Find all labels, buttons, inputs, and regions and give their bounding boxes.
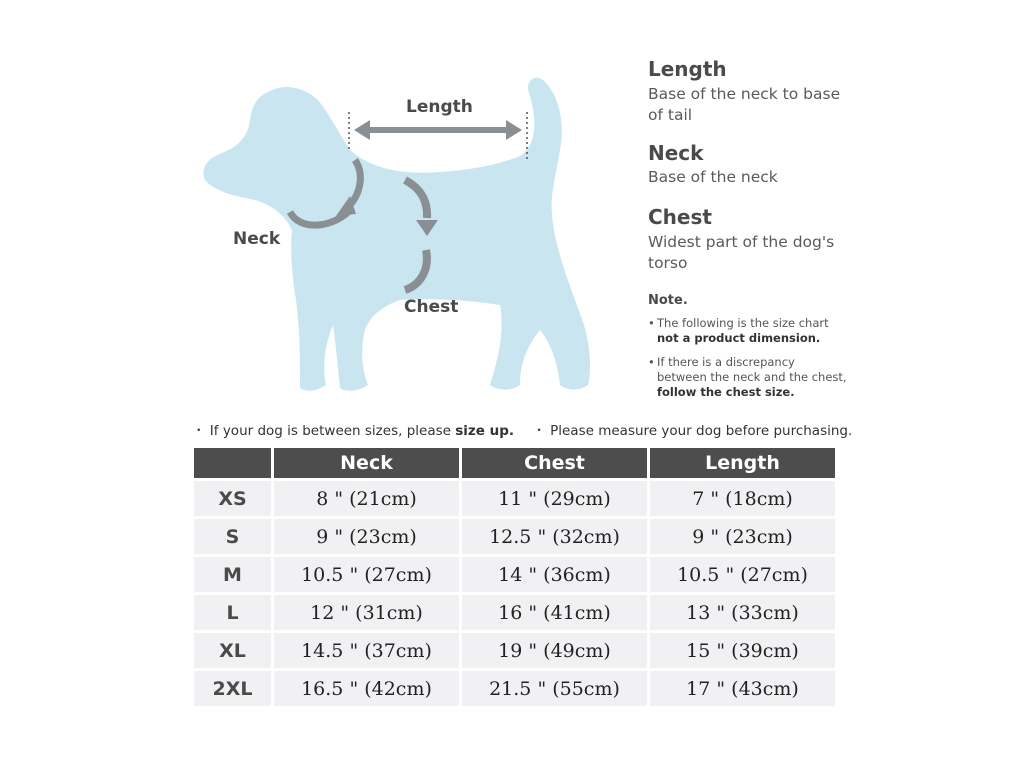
legend-neck-desc: Base of the neck bbox=[648, 168, 778, 186]
legend-length-title: Length bbox=[648, 57, 727, 81]
bullet-icon: • bbox=[648, 355, 655, 369]
size-label: 2XL bbox=[194, 671, 271, 706]
table-row bbox=[194, 481, 835, 516]
table-row bbox=[194, 671, 835, 706]
size-label: XL bbox=[194, 633, 271, 668]
figure-neck-label: Neck bbox=[233, 229, 281, 249]
neck-value: 12 " (31cm) bbox=[274, 595, 459, 630]
legend-length-desc: Base of the neck to base of tail bbox=[648, 85, 841, 124]
length-value: 7 " (18cm) bbox=[650, 481, 835, 516]
table-row bbox=[194, 557, 835, 592]
table-header-corner bbox=[194, 448, 271, 478]
table-row bbox=[194, 595, 835, 630]
bullet-icon: ・ bbox=[192, 423, 206, 439]
bullet-icon: • bbox=[648, 316, 655, 330]
tip-text: Please measure your dog before purchasing. bbox=[550, 423, 853, 439]
table-row bbox=[194, 633, 835, 668]
chest-value: 19 " (49cm) bbox=[462, 633, 647, 668]
neck-value: 8 " (21cm) bbox=[274, 481, 459, 516]
table-row bbox=[194, 519, 835, 554]
tip-item bbox=[192, 419, 514, 439]
size-label: L bbox=[194, 595, 271, 630]
chest-value: 14 " (36cm) bbox=[462, 557, 647, 592]
neck-value: 10.5 " (27cm) bbox=[274, 557, 459, 592]
note-item bbox=[648, 316, 848, 346]
note-item-text: The following is the size chart bbox=[657, 316, 829, 330]
size-chart-table bbox=[191, 445, 838, 709]
length-value: 13 " (33cm) bbox=[650, 595, 835, 630]
length-value: 17 " (43cm) bbox=[650, 671, 835, 706]
length-value: 9 " (23cm) bbox=[650, 519, 835, 554]
tip-item bbox=[532, 419, 852, 439]
neck-value: 16.5 " (42cm) bbox=[274, 671, 459, 706]
chest-value: 12.5 " (32cm) bbox=[462, 519, 647, 554]
length-value: 10.5 " (27cm) bbox=[650, 557, 835, 592]
size-label: XS bbox=[194, 481, 271, 516]
neck-value: 9 " (23cm) bbox=[274, 519, 459, 554]
figure-length-label: Length bbox=[406, 97, 473, 117]
legend-chest-title: Chest bbox=[648, 205, 712, 229]
note-item bbox=[648, 355, 848, 400]
length-arrow-icon bbox=[354, 120, 522, 140]
tips-line bbox=[192, 419, 853, 439]
chest-value: 16 " (41cm) bbox=[462, 595, 647, 630]
tip-text: If your dog is between sizes, please bbox=[209, 423, 451, 439]
size-label: M bbox=[194, 557, 271, 592]
note-item-bold: follow the chest size. bbox=[657, 385, 795, 399]
chest-value: 11 " (29cm) bbox=[462, 481, 647, 516]
table-header-row bbox=[194, 448, 835, 478]
note-title: Note. bbox=[648, 293, 688, 308]
table-header-chest: Chest bbox=[462, 448, 647, 478]
table-header-neck: Neck bbox=[274, 448, 459, 478]
table-header-length: Length bbox=[650, 448, 835, 478]
bullet-icon: ・ bbox=[532, 423, 546, 439]
chest-value: 21.5 " (55cm) bbox=[462, 671, 647, 706]
length-value: 15 " (39cm) bbox=[650, 633, 835, 668]
note-item-text: If there is a discrepancy between the neck and the chest, bbox=[657, 355, 847, 384]
legend-neck-title: Neck bbox=[648, 141, 704, 165]
tip-bold: size up. bbox=[455, 423, 515, 439]
legend-chest-desc: Widest part of the dog's torso bbox=[648, 233, 835, 272]
note-item-bold: not a product dimension. bbox=[657, 331, 821, 345]
figure-chest-label: Chest bbox=[404, 297, 459, 317]
size-label: S bbox=[194, 519, 271, 554]
neck-value: 14.5 " (37cm) bbox=[274, 633, 459, 668]
